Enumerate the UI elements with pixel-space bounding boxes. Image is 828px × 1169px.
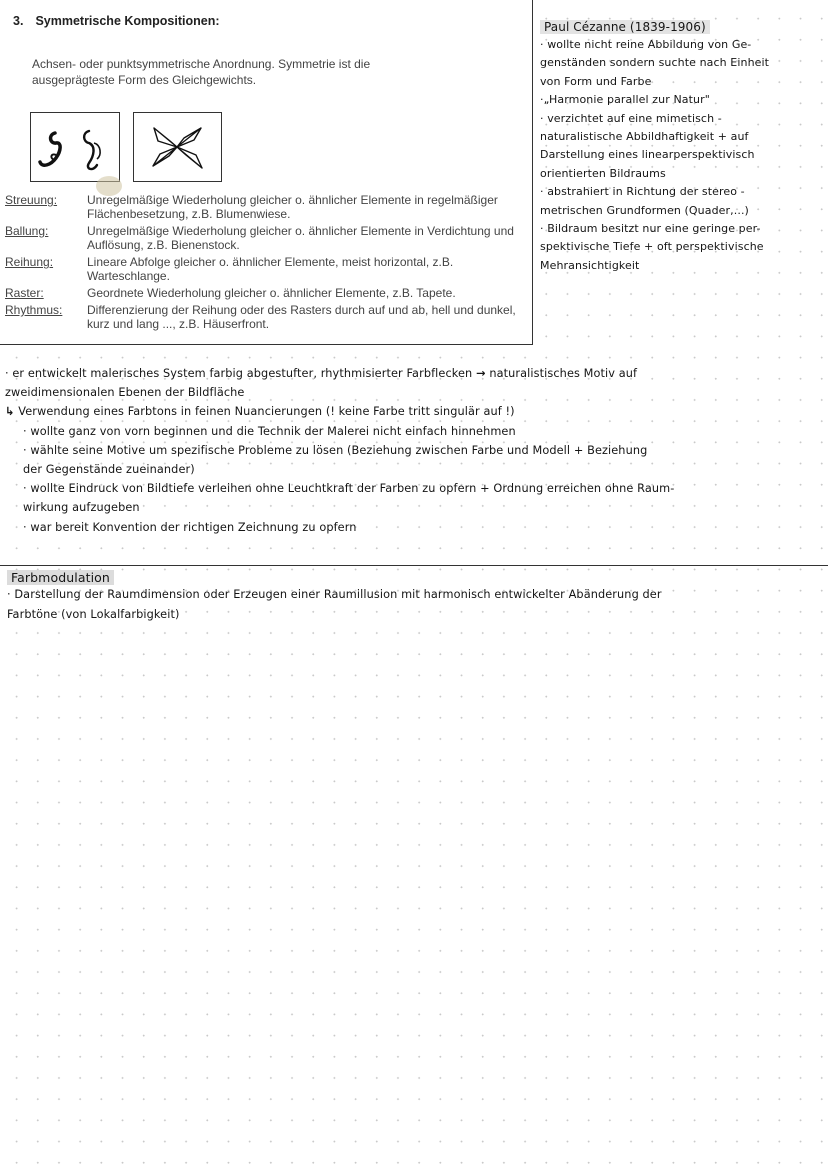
term-row [5, 224, 529, 252]
cezanne-notes [540, 20, 826, 275]
clipping-number: 3. [13, 14, 24, 28]
note-line: Darstellung eines linearperspektivisch [540, 148, 755, 162]
term-name: Reihung: [5, 255, 54, 269]
pinwheel-star-icon [134, 113, 221, 181]
term-name: Raster: [5, 286, 44, 300]
note-text: · er entwickelt malerisches System farbig abgestufter, rhythmisierter Farbflecken [5, 367, 473, 380]
farbmodulation-section [7, 570, 822, 625]
illustration-asymmetric-shapes [30, 112, 120, 182]
note-line: spektivische Tiefe + oft perspektivische [540, 240, 764, 254]
printed-clipping [0, 0, 533, 345]
clipping-title-text: Symmetrische Kompositionen: [35, 14, 220, 28]
main-notes [5, 364, 823, 537]
term-definition: Lineare Abfolge gleicher o. ähnlicher Elemente, meist horizontal, z.B. Warteschlange. [87, 255, 454, 283]
note-line [5, 402, 823, 421]
note-line: Farbtöne (von Lokalfarbigkeit) [7, 608, 180, 621]
note-line: genständen sondern suchte nach Einheit [540, 56, 770, 70]
term-definition: Unregelmäßige Wiederholung gleicher o. ähnlicher Elemente in Verdichtung und Auflösung, z.B. Bienenstock. [87, 224, 514, 252]
note-line: · wollte Eindruck von Bildtiefe verleihen ohne Leuchtkraft der Farben zu opfern + Ordnung erreichen ohne Raum- [23, 482, 675, 496]
term-list [5, 193, 529, 334]
term-definition: Unregelmäßige Wiederholung gleicher o. ähnlicher Elemente in regelmäßiger Flächenbesetzung, z.B. Blumenwiese. [87, 193, 498, 221]
term-row [5, 255, 529, 283]
term-row [5, 303, 529, 331]
term-name: Rhythmus: [5, 303, 63, 317]
note-line: zweidimensionalen Ebenen der Bildfläche [5, 386, 245, 400]
arrow-turn-right-icon: ↳ [5, 405, 15, 419]
note-line: naturalistische Abbildhaftigkeit + auf [540, 130, 749, 144]
term-row [5, 193, 529, 221]
note-line: der Gegenstände zueinander) [23, 463, 195, 477]
note-line: Mehransichtigkeit [540, 258, 640, 272]
term-definition: Differenzierung der Reihung oder des Rasters durch auf und ab, hell und dunkel, kurz und lang ..., z.B. Häuserfront. [87, 303, 516, 331]
cezanne-heading: Paul Cézanne (1839-1906) [540, 20, 710, 34]
note-line: · abstrahiert in Richtung der stereo - [540, 185, 745, 199]
term-row [5, 286, 529, 300]
note-line: wirkung aufzugeben [23, 501, 140, 515]
note-line: · wollte nicht reine Abbildung von Ge- [540, 38, 752, 51]
note-line: von Form und Farbe [540, 74, 652, 88]
clipping-title [13, 14, 220, 28]
note-text: naturalistisches Motiv auf [489, 367, 638, 380]
note-text: Verwendung eines Farbtons in feinen Nuancierungen (! keine Farbe tritt singulär auf !) [18, 405, 515, 419]
clipping-intro: Achsen- oder punktsymmetrische Anordnung. Symmetrie ist die ausgeprägteste Form des Gleichgewichts. [32, 57, 371, 87]
note-line: · war bereit Konvention der richtigen Zeichnung zu opfern [23, 520, 357, 534]
arrow-right-icon: → [476, 367, 486, 380]
note-line: metrischen Grundformen (Quader,...) [540, 203, 749, 217]
farbmodulation-heading: Farbmodulation [7, 570, 114, 585]
note-line [5, 364, 823, 383]
term-name: Streuung: [5, 193, 58, 207]
hooked-shapes-icon [31, 113, 119, 181]
note-line: ·„Harmonie parallel zur Natur" [540, 93, 710, 107]
term-definition: Geordnete Wiederholung gleicher o. ähnlicher Elemente, z.B. Tapete. [87, 286, 456, 300]
note-line: · wollte ganz von vorn beginnen und die Technik der Malerei nicht einfach hinnehmen [23, 424, 516, 438]
term-name: Ballung: [5, 224, 49, 238]
note-line: · verzichtet auf eine mimetisch - [540, 111, 722, 125]
note-line: · Bildraum besitzt nur eine geringe per- [540, 222, 761, 236]
note-line: · wählte seine Motive um spezifische Probleme zu lösen (Beziehung zwischen Farbe und Modell + Beziehung [23, 443, 648, 457]
section-divider [0, 565, 828, 566]
note-line: · Darstellung der Raumdimension oder Erzeugen einer Raumillusion mit harmonisch entwickelter Abänderung der [7, 588, 662, 601]
note-line: orientierten Bildraums [540, 166, 666, 180]
illustration-point-symmetric-star [133, 112, 222, 182]
